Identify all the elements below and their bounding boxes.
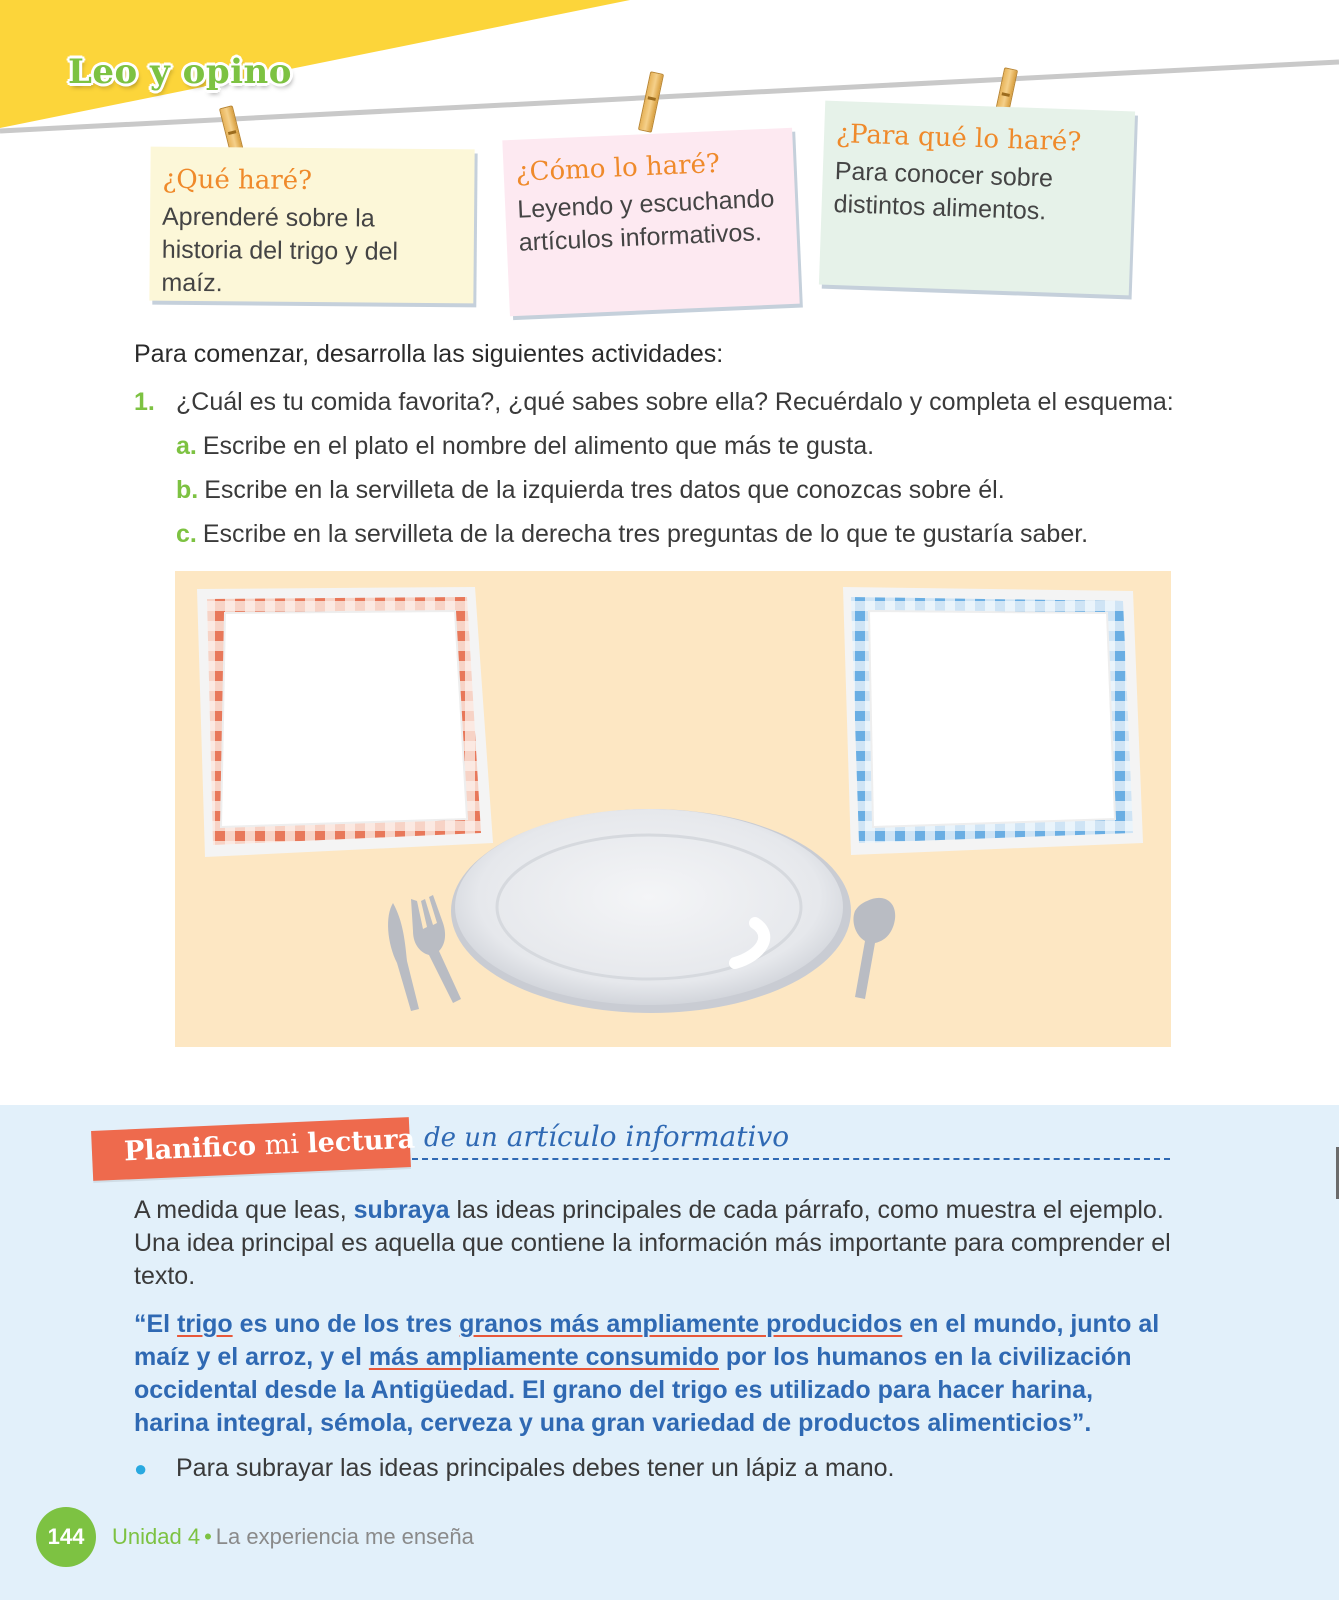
instruction-a <box>176 432 874 461</box>
quote-text: “El <box>134 1310 171 1338</box>
quote-underlined: más ampliamente consumido <box>368 1343 719 1371</box>
quote-underlined: trigo <box>177 1310 233 1338</box>
instruction-text: Escribe en la servilleta de la izquierda tres datos que conozcas sobre él. <box>204 476 1005 504</box>
instruction-b <box>176 476 1005 505</box>
instruction-text: Escribe en el plato el nombre del alimento que más te gusta. <box>202 432 875 460</box>
question-number: 1. <box>134 388 155 416</box>
left-napkin <box>197 587 493 857</box>
card-question: ¿Qué haré? <box>162 164 313 196</box>
card-question: ¿Para qué lo haré? <box>835 119 1082 158</box>
card-que-hare <box>149 147 474 304</box>
para-bold: subraya <box>353 1196 450 1224</box>
bullet-text: Para subrayar las ideas principales debes tener un lápiz a mano. <box>176 1454 895 1482</box>
plate-icon <box>451 809 851 1013</box>
tag-word: mi <box>263 1128 300 1162</box>
tag-word: lectura <box>306 1123 416 1160</box>
question-1 <box>134 388 1174 417</box>
footer-separator: • <box>204 1524 212 1549</box>
footer-unit <box>112 1524 474 1550</box>
question-text: ¿Cuál es tu comida favorita?, ¿qué sabes sobre ella? Recuérdalo y completa el esquema: <box>176 388 1174 416</box>
card-answer: Leyendo y escuchando artículos informativos. <box>516 184 775 257</box>
quote-underlined: granos más ampliamente producidos <box>459 1310 903 1338</box>
card-para-que-lo-hare <box>819 101 1135 296</box>
quote-text: es uno de los tres <box>239 1310 453 1338</box>
card-answer: Para conocer sobre distintos alimentos. <box>833 157 1054 226</box>
instruction-letter: a. <box>176 432 197 460</box>
table-setting-illustration <box>175 571 1171 1047</box>
footer-unit-label: Unidad 4 <box>112 1524 201 1549</box>
instruction-letter: c. <box>176 520 197 548</box>
activities-intro: Para comenzar, desarrolla las siguientes actividades: <box>134 340 724 368</box>
quote-text: en el mundo, junto al maíz y el arroz, y el <box>134 1310 1160 1371</box>
instruction-paragraph <box>134 1194 1174 1293</box>
card-answer: Aprenderé sobre la historia del trigo y del maíz. <box>161 202 399 298</box>
para-text: las ideas principales de cada párrafo, como muestra el ejemplo. Una idea principal es aquella que contiene la información más importante para comprender el texto. <box>134 1196 1171 1290</box>
instruction-c <box>176 520 1088 549</box>
subtitle-prefix: de un <box>424 1123 498 1153</box>
footer-unit-title: La experiencia me enseña <box>215 1524 474 1549</box>
instruction-text: Escribe en la servilleta de la derecha tres preguntas de lo que te gustaría saber. <box>202 520 1089 548</box>
right-napkin <box>843 587 1143 855</box>
bullet-item <box>134 1454 894 1483</box>
card-como-lo-hare <box>502 128 799 316</box>
subtitle-main: artículo informativo <box>506 1120 790 1153</box>
planifico-subtitle <box>424 1120 789 1153</box>
instruction-letter: b. <box>176 476 199 504</box>
quote-text: por los humanos en la civilización occidental desde la Antigüedad. El grano del trigo es utilizado para hacer harina, harina integral, sémola, cerveza y una gran variedad de productos alimenticios”. <box>134 1343 1132 1437</box>
page-number: 144 <box>36 1507 96 1567</box>
card-question: ¿Cómo lo haré? <box>515 148 721 188</box>
example-quote <box>134 1308 1174 1440</box>
tag-word: Planifico <box>123 1130 257 1168</box>
dashed-rule <box>412 1158 1170 1160</box>
bullet-icon: ● <box>134 1456 148 1481</box>
para-text: A medida que leas, <box>134 1196 347 1224</box>
section-title: Leo y opino <box>68 52 292 92</box>
